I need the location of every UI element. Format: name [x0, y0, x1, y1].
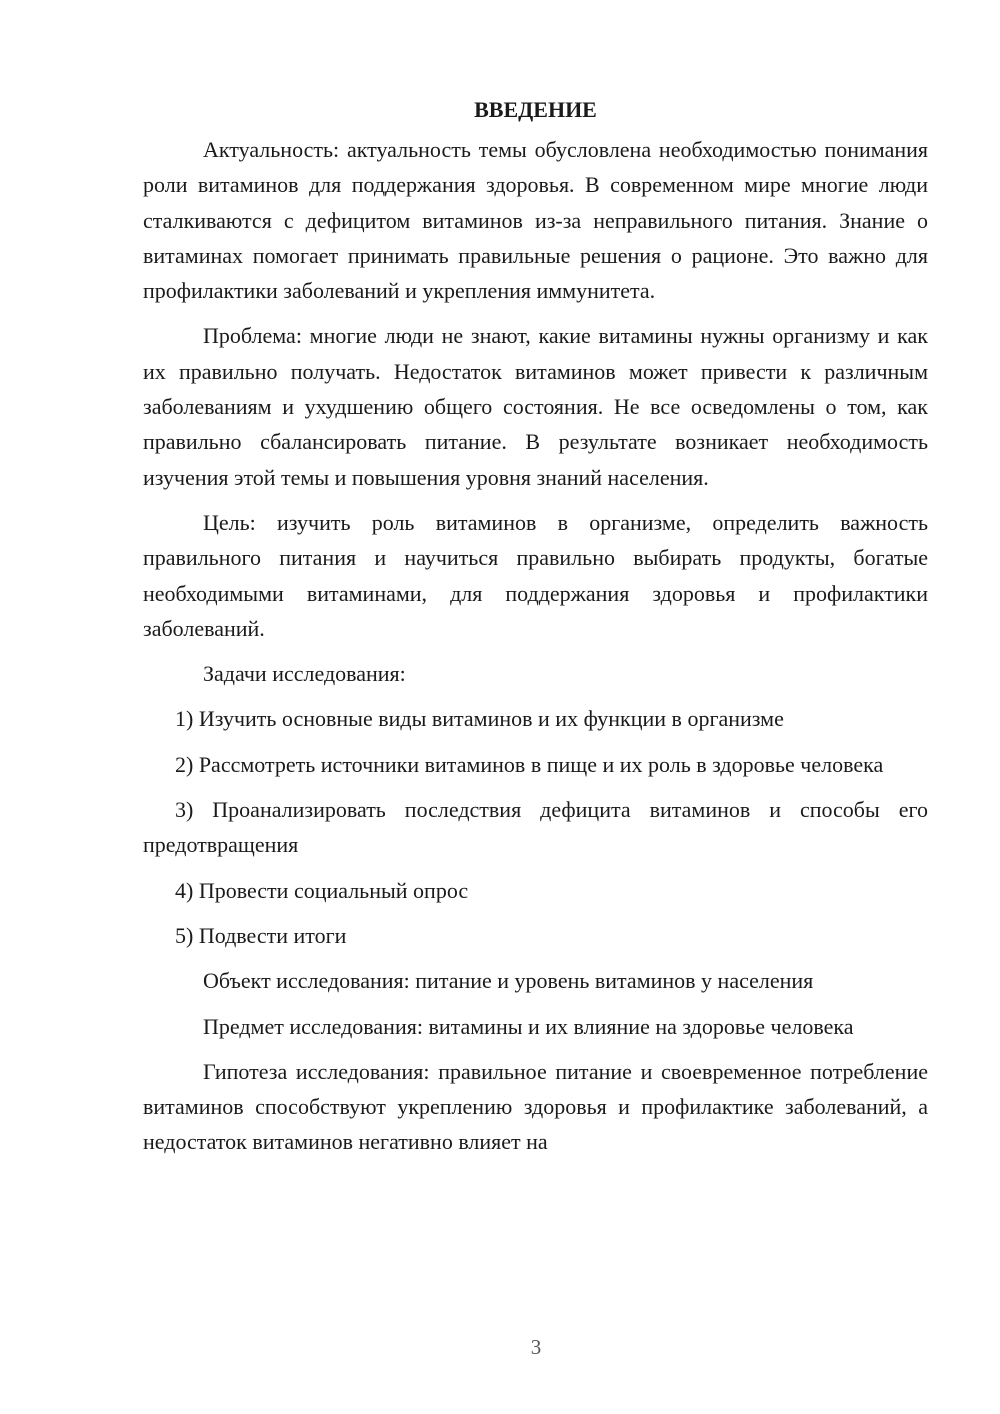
subject-paragraph: Предмет исследования: витамины и их влияние на здоровье человека	[203, 1013, 854, 1039]
tasks-heading: Задачи исследования:	[203, 661, 406, 687]
page-number: 3	[530, 1335, 542, 1359]
task-item-5: 5) Подвести итоги	[175, 922, 347, 948]
task-item-2: 2) Рассмотреть источники витаминов в пище и их роль в здоровье человека	[175, 751, 884, 777]
page-title: ВВЕДЕНИЕ	[474, 97, 597, 122]
task-item-3: 3) Проанализировать последствия дефицита витаминов и способы его предотвращения	[143, 797, 928, 858]
task-item-1: 1) Изучить основные виды витаминов и их функции в организме	[175, 706, 784, 732]
hypothesis-paragraph: Гипотеза исследования: правильное питание и своевременное потребление витаминов способствуют укреплению здоровья и профилактике заболеваний, а недостаток витаминов негативно влияет на	[143, 1058, 928, 1155]
problem-paragraph: Проблема: многие люди не знают, какие витамины нужны организму и как их правильно получать. Недостаток витаминов может привести к различным заболеваниям и ухудшению общего состояния. Не все осведомлены о том, как правильно сбалансировать питание. В результате возникает необходимость изучения этой темы и повышения уровня знаний населения.	[143, 323, 928, 490]
goal-paragraph: Цель: изучить роль витаминов в организме, определить важность правильного питания и научиться правильно выбирать продукты, богатые необходимыми витаминами, для поддержания здоровья и профилактики заболеваний.	[143, 509, 928, 641]
task-item-4: 4) Провести социальный опрос	[175, 877, 469, 903]
document-page	[143, 92, 928, 1170]
object-paragraph: Объект исследования: питание и уровень витаминов у населения	[203, 968, 814, 994]
relevance-paragraph: Актуальность: актуальность темы обусловлена необходимостью понимания роли витаминов для поддержания здоровья. В современном мире многие люди сталкиваются с дефицитом витаминов из-за неправильного питания. Знание о витаминах помогает принимать правильные решения о рационе. Это важно для профилактики заболеваний и укрепления иммунитета.	[143, 137, 928, 304]
